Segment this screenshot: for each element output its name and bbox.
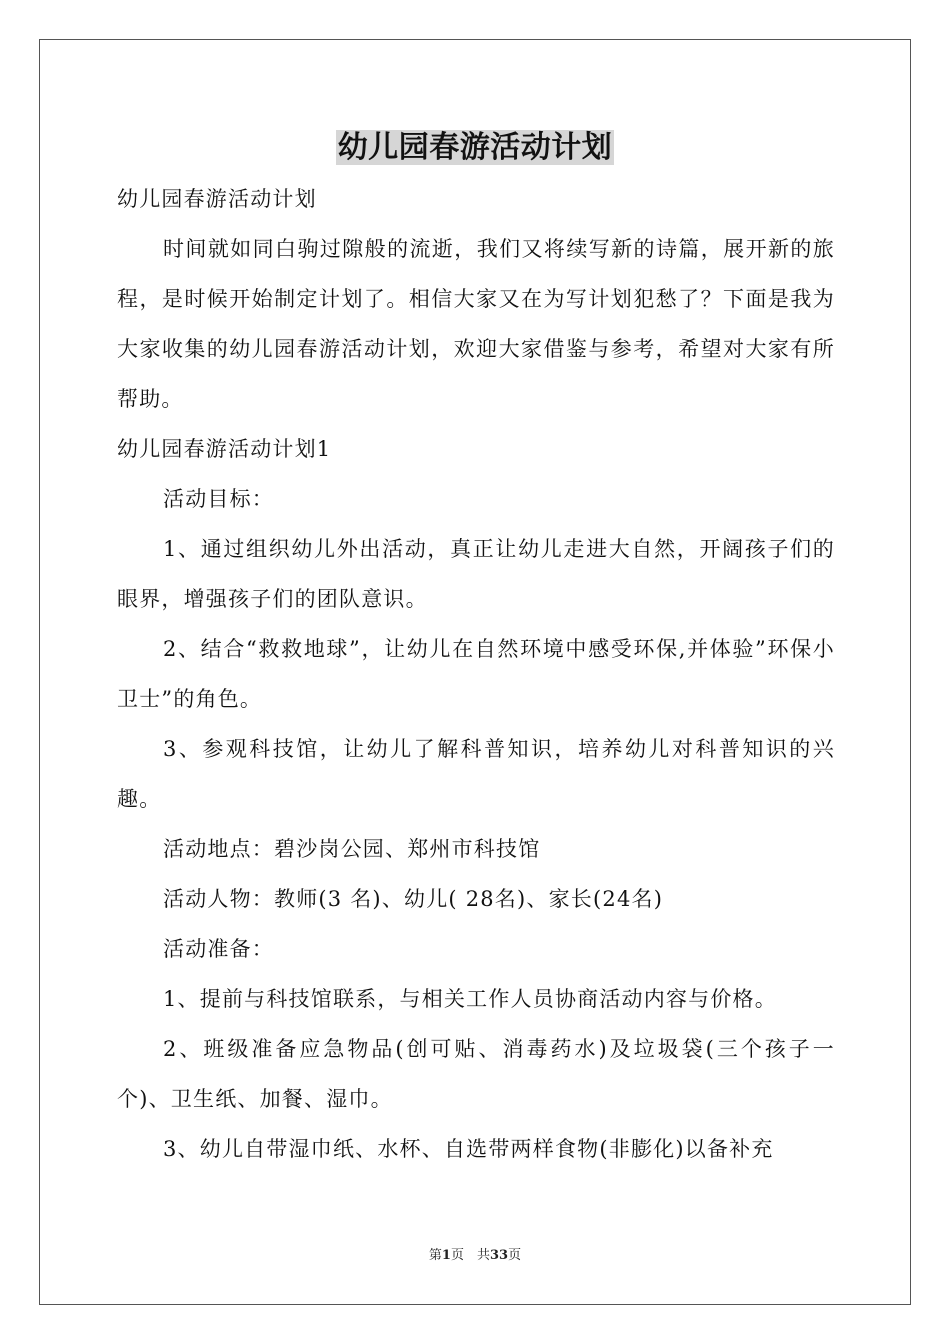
page-footer — [0, 1246, 950, 1266]
preparation-item-3: 3、幼儿自带湿巾纸、水杯、自选带两样食物(非膨化)以备补充 — [163, 1137, 774, 1161]
document-title — [0, 126, 950, 170]
objectives-heading: 活动目标： — [163, 487, 274, 511]
objective-item-3: 3、参观科技馆，让幼儿了解科普知识，培养幼儿对科普知识的兴趣。 — [117, 737, 835, 811]
section-heading: 幼儿园春游活动计划1 — [117, 437, 332, 461]
preparation-heading: 活动准备： — [163, 937, 274, 961]
preparation-item-1: 1、提前与科技馆联系，与相关工作人员协商活动内容与价格。 — [163, 987, 777, 1011]
subtitle-paragraph: 幼儿园春游活动计划 — [117, 187, 317, 211]
objective-item-2: 2、结合“救救地球”，让幼儿在自然环境中感受环保,并体验”环保小卫士”的角色。 — [117, 637, 835, 711]
intro-paragraph: 时间就如同白驹过隙般的流逝，我们又将续写新的诗篇，展开新的旅程，是时候开始制定计划了。相信大家又在为写计划犯愁了？下面是我为大家收集的幼儿园春游活动计划，欢迎大家借鉴与参考，希望对大家有所帮助。 — [117, 237, 835, 411]
participants-paragraph: 活动人物：教师(3 名)、幼儿( 28名)、家长(24名) — [163, 887, 664, 911]
footer-page-suffix: 页 — [508, 1248, 522, 1263]
footer-page-total: 33 — [489, 1248, 509, 1263]
footer-page-prefix: 第 — [428, 1248, 442, 1263]
footer-page-current: 1 — [441, 1248, 451, 1263]
preparation-item-2: 2、班级准备应急物品(创可贴、消毒药水)及垃圾袋(三个孩子一个)、卫生纸、加餐、湿巾。 — [117, 1037, 835, 1111]
objective-item-1: 1、通过组织幼儿外出活动，真正让幼儿走进大自然，开阔孩子们的眼界，增强孩子们的团队意识。 — [117, 537, 835, 611]
document-title-text: 幼儿园春游活动计划 — [337, 130, 613, 165]
location-paragraph: 活动地点：碧沙岗公园、郑州市科技馆 — [163, 837, 541, 861]
footer-page-mid: 页 共 — [450, 1248, 490, 1263]
